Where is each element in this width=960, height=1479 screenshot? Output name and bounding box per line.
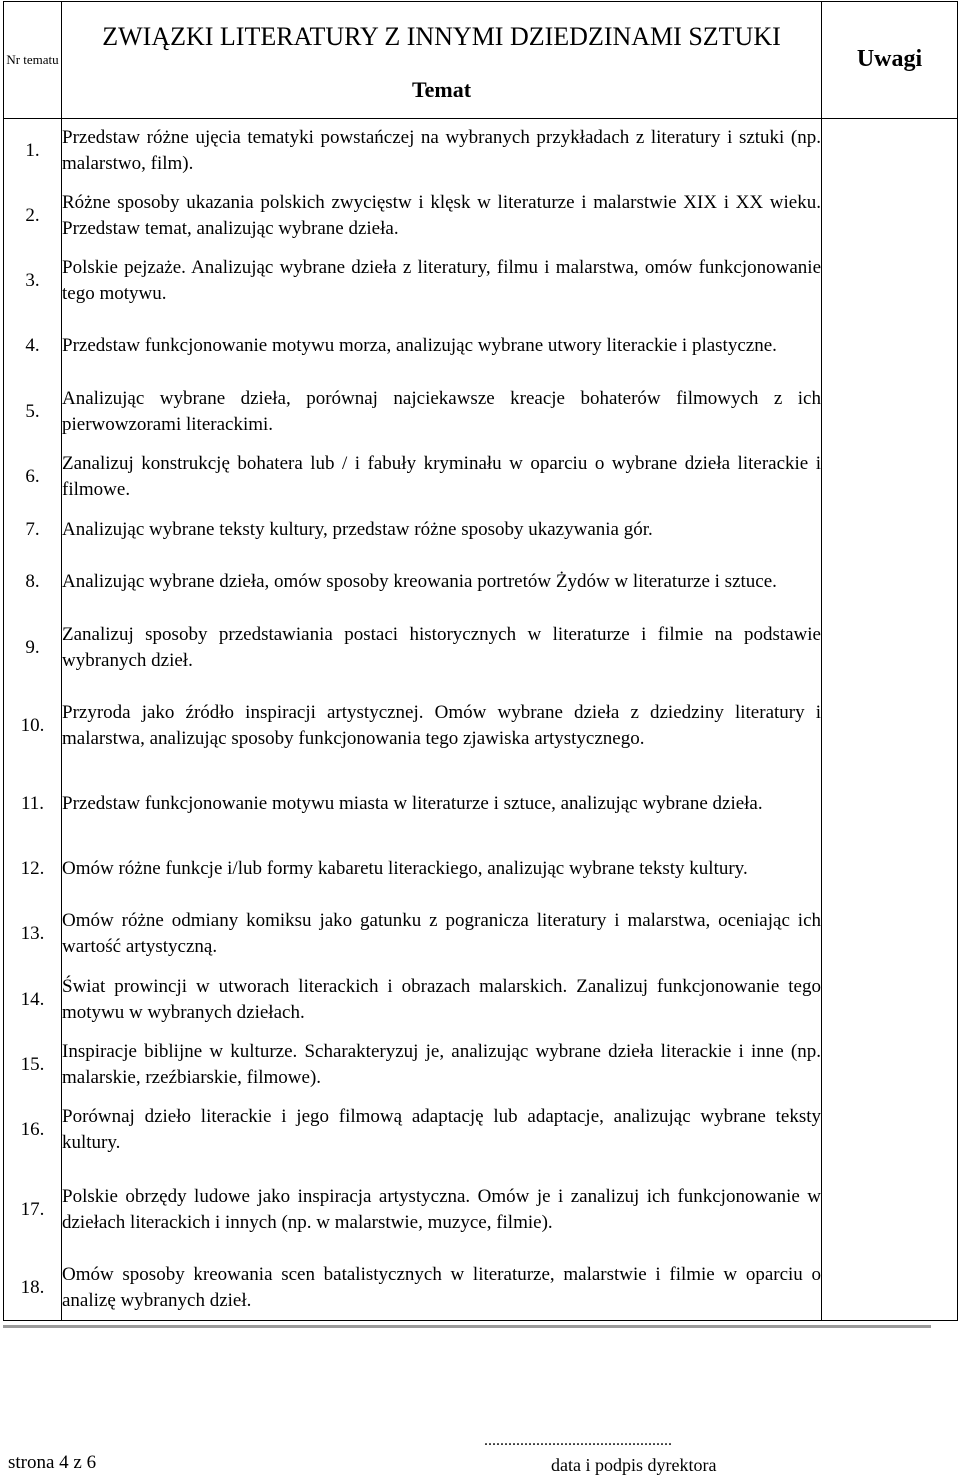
row-notes [822,1256,958,1321]
table-row [4,379,958,443]
row-number: 9. [4,615,62,681]
table-row [4,118,958,182]
row-notes [822,379,958,443]
header-subrow [4,66,958,118]
table-row [4,249,958,313]
document-title: ZWIĄZKI LITERATURY Z INNYMI DZIEDZINAMI SZTUKI [62,2,822,66]
row-notes [822,771,958,835]
table-row [4,615,958,681]
signature-line: ............................................... [484,1432,672,1449]
row-notes [822,1033,958,1097]
table-row [4,1033,958,1097]
row-topic: Analizując wybrane dzieła, porównaj najciekawsze kreacje bohaterów filmowych z ich pierwowzorami literackimi. [62,379,822,443]
row-number: 1. [4,118,62,182]
row-number: 13. [4,902,62,966]
row-notes [822,902,958,966]
row-number: 6. [4,444,62,510]
row-topic: Polskie obrzędy ludowe jako inspiracja artystyczna. Omów je i zanalizuj ich funkcjonowanie w dziełach literackich i innych (np. w malarstwie, muzyce, filmie). [62,1163,822,1255]
table-row [4,771,958,835]
row-number: 5. [4,379,62,443]
row-topic: Omów różne funkcje i/lub formy kabaretu literackiego, analizując wybrane teksty kultury. [62,836,822,902]
bottom-rule [3,1325,931,1328]
header-uwagi: Uwagi [822,2,958,119]
row-number: 4. [4,313,62,379]
row-number: 16. [4,1097,62,1163]
row-number: 7. [4,510,62,550]
row-topic: Przyroda jako źródło inspiracji artystycznej. Omów wybrane dzieła z dziedziny literatury i malarstwa, analizując sposoby funkcjonowania tego zjawiska artystycznego. [62,681,822,771]
row-notes [822,510,958,550]
row-notes [822,182,958,248]
row-notes [822,1097,958,1163]
row-notes [822,681,958,771]
row-topic: Inspiracje biblijne w kulturze. Scharakteryzuj je, analizując wybrane dzieła literackie i inne (np. malarskie, rzeźbiarskie, filmowe). [62,1033,822,1097]
row-topic: Świat prowincji w utworach literackich i obrazach malarskich. Zanalizuj funkcjonowanie tego motywu w wybranych dziełach. [62,966,822,1032]
table-row [4,510,958,550]
row-topic: Omów sposoby kreowania scen batalistycznych w literaturze, malarstwie i filmie w oparciu o analizę wybranych dzieł. [62,1256,822,1321]
row-topic: Przedstaw funkcjonowanie motywu miasta w literaturze i sztuce, analizując wybrane dzieła. [62,771,822,835]
row-number: 14. [4,966,62,1032]
row-notes [822,444,958,510]
table-row [4,836,958,902]
row-notes [822,118,958,182]
page-number: strona 4 z 6 [8,1452,97,1473]
row-notes [822,249,958,313]
row-notes [822,313,958,379]
table-row [4,902,958,966]
header-row [4,2,958,66]
row-notes [822,836,958,902]
topics-table [3,1,958,1321]
table-row [4,182,958,248]
row-topic: Polskie pejzaże. Analizując wybrane dzieła z literatury, filmu i malarstwa, omów funkcjonowanie tego motywu. [62,249,822,313]
row-topic: Przedstaw różne ujęcia tematyki powstańczej na wybranych przykładach z literatury i sztuki (np. malarstwo, film). [62,118,822,182]
table-row [4,313,958,379]
row-notes [822,615,958,681]
row-topic: Omów różne odmiany komiksu jako gatunku z pogranicza literatury i malarstwa, oceniając ich wartość artystyczną. [62,902,822,966]
table-row [4,444,958,510]
row-number: 10. [4,681,62,771]
row-topic: Zanalizuj konstrukcję bohatera lub / i fabuły kryminału w oparciu o wybrane dzieła literackie i filmowe. [62,444,822,510]
row-number: 11. [4,771,62,835]
row-topic: Zanalizuj sposoby przedstawiania postaci historycznych w literaturze i filmie na podstawie wybranych dzieł. [62,615,822,681]
row-number: 3. [4,249,62,313]
row-topic: Analizując wybrane dzieła, omów sposoby kreowania portretów Żydów w literaturze i sztuce. [62,550,822,614]
row-topic: Porównaj dzieło literackie i jego filmową adaptację lub adaptacje, analizując wybrane teksty kultury. [62,1097,822,1163]
row-notes [822,550,958,614]
row-number: 8. [4,550,62,614]
row-number: 2. [4,182,62,248]
header-temat: Temat [62,66,822,118]
table-row [4,681,958,771]
table-row [4,1163,958,1255]
row-number: 15. [4,1033,62,1097]
row-number: 18. [4,1256,62,1321]
row-topic: Analizując wybrane teksty kultury, przedstaw różne sposoby ukazywania gór. [62,510,822,550]
table-row [4,1097,958,1163]
row-topic: Przedstaw funkcjonowanie motywu morza, analizując wybrane utwory literackie i plastyczne. [62,313,822,379]
table-row [4,1256,958,1321]
row-notes [822,1163,958,1255]
table-row [4,966,958,1032]
row-topic: Różne sposoby ukazania polskich zwycięstw i klęsk w literaturze i malarstwie XIX i XX wieku. Przedstaw temat, analizując wybrane dzieła. [62,182,822,248]
header-nr: Nr tematu [4,2,62,119]
row-notes [822,966,958,1032]
table-row [4,550,958,614]
row-number: 17. [4,1163,62,1255]
row-number: 12. [4,836,62,902]
signature-label: data i podpis dyrektora [551,1455,717,1475]
